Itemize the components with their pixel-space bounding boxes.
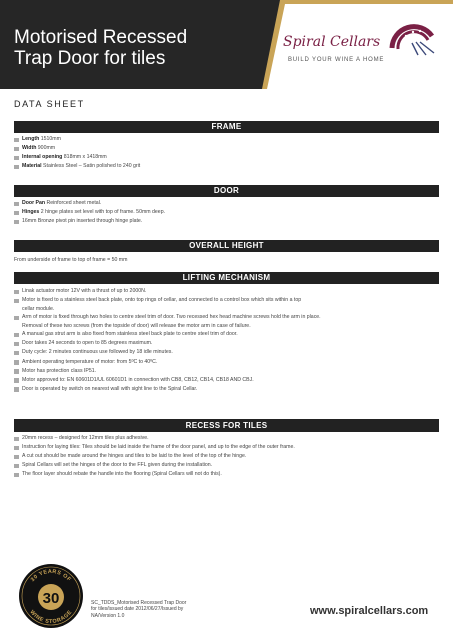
list-item: 20mm recess – designed for 12mm tiles plus adhesive. [14,434,439,443]
frame-list [14,135,439,171]
section-header-overall-height: OVERALL HEIGHT [14,240,439,252]
list-item-continuation: cellar module. [22,306,55,313]
badge-top-text: 30 YEARS OF [29,568,73,584]
section-header-door: DOOR [14,185,439,197]
list-item: A manual gas strut arm is also fixed from stainless steel back plate to centre steel trim of door. [14,330,439,339]
bullet-square-icon [14,156,19,161]
door-list [14,199,439,226]
bullet-square-icon [14,464,19,469]
overall-height-text: From underside of frame to top of frame = 50 mm [14,257,128,263]
list-item: Width 900mm [14,144,439,153]
bullet-square-icon [14,165,19,170]
logo-wordmark: Spiral Cellars [283,34,381,50]
page-title [14,27,187,69]
bullet-square-icon [14,342,19,347]
list-item: Arm of motor is fixed through two holes to centre steel trim of door. Two recessed hex head machine screws hold the arm in place. [14,313,439,322]
document-reference [91,600,186,619]
title-line-2: Trap Door for tiles [14,48,166,69]
bullet-square-icon [14,290,19,295]
list-item: Length 1510mm [14,135,439,144]
bullet-square-icon [14,333,19,338]
section-header-recess-for-tiles: RECESS FOR TILES [14,419,439,432]
bullet-square-icon [14,446,19,451]
bullet-square-icon [14,299,19,304]
bullet-square-icon [14,378,19,383]
document-label: DATA SHEET [14,99,85,109]
list-item: Motor has protection class IP51. [14,367,439,376]
list-item: Internal opening 818mm x 1418mm [14,153,439,162]
list-item: Door takes 24 seconds to open to 85 degrees maximum. [14,339,439,348]
bullet-square-icon [14,316,19,321]
lifting-list [14,287,439,394]
header-banner [0,0,453,89]
list-item: Door is operated by switch on nearest wall with sight line to the Spiral Cellar. [14,385,439,394]
website-link[interactable]: www.spiralcellars.com [310,605,429,617]
section-header-frame: FRAME [14,121,439,133]
title-line-1: Motorised Recessed [14,27,188,48]
badge-bottom-text: WINE STORAGE [28,609,74,626]
reference-line-2: for tiles/issued date 2012/06/27/Issued by [91,606,184,613]
list-item: Material Stainless Steel – Satin polished to 240 grit [14,162,439,171]
thirty-years-badge [18,563,84,629]
bullet-square-icon [14,387,19,392]
bullet-square-icon [14,437,19,442]
bullet-square-icon [14,220,19,225]
bullet-square-icon [14,138,19,143]
list-item: Linak actuator motor 12V with a thrust of up to 2000N. [14,287,439,296]
bullet-square-icon [14,351,19,356]
bullet-square-icon [14,211,19,216]
list-item: The floor layer should rebate the handle into the flooring (Spiral Cellars will not do this). [14,470,439,479]
reference-line-1: SC_TDDS_Motorised Recessed Trap Door [91,600,187,606]
list-item: Door Pan Reinforced sheet metal. [14,199,439,208]
bullet-square-icon [14,369,19,374]
recess-list [14,434,439,479]
bullet-square-icon [14,360,19,365]
list-item: Ambient operating temperature of motor: from 5ºC to 40ºC. [14,358,439,367]
badge-number: 30 [42,590,60,607]
list-item: Duty cycle: 2 minutes continuous use followed by 18 idle minutes. [14,348,439,357]
list-item: 16mm Bronze pivot pin inserted through hinge plate. [14,217,439,226]
bullet-square-icon [14,202,19,207]
logo-wine-rack-icon [386,22,438,56]
list-item: Spiral Cellars will set the hinges of the door to the FFL given during the installation. [14,461,439,470]
bullet-square-icon [14,455,19,460]
logo-tagline: BUILD YOUR WINE A HOME [288,57,385,63]
list-item-continuation: Removal of these two screws (from the topside of door) will release the motor arm in case of failure. [22,323,251,330]
section-header-lifting-mechanism: LIFTING MECHANISM [14,272,439,284]
list-item: Instruction for laying tiles: Tiles should be laid inside the frame of the door panel, and up to the edge of the outer frame. [14,443,439,452]
list-item: Motor approved to: EN 60601D1/UL 60601D1 in connection with CB8, CB12, CB14, CB18 AND CBJ. [14,376,439,385]
reference-line-3: NA/Version 1.0 [91,612,125,619]
list-item: Hinges 2 hinge plates set level with top of frame. 50mm deep. [14,208,439,217]
bullet-square-icon [14,147,19,152]
list-item: Motor is fixed to a stainless steel back plate, onto top rings of cellar, and connected to a control box which sits within a top [14,296,439,305]
bullet-square-icon [14,473,19,478]
list-item: A cut out should be made around the hinges and tiles to be laid to the level of the top of the hinge. [14,452,439,461]
